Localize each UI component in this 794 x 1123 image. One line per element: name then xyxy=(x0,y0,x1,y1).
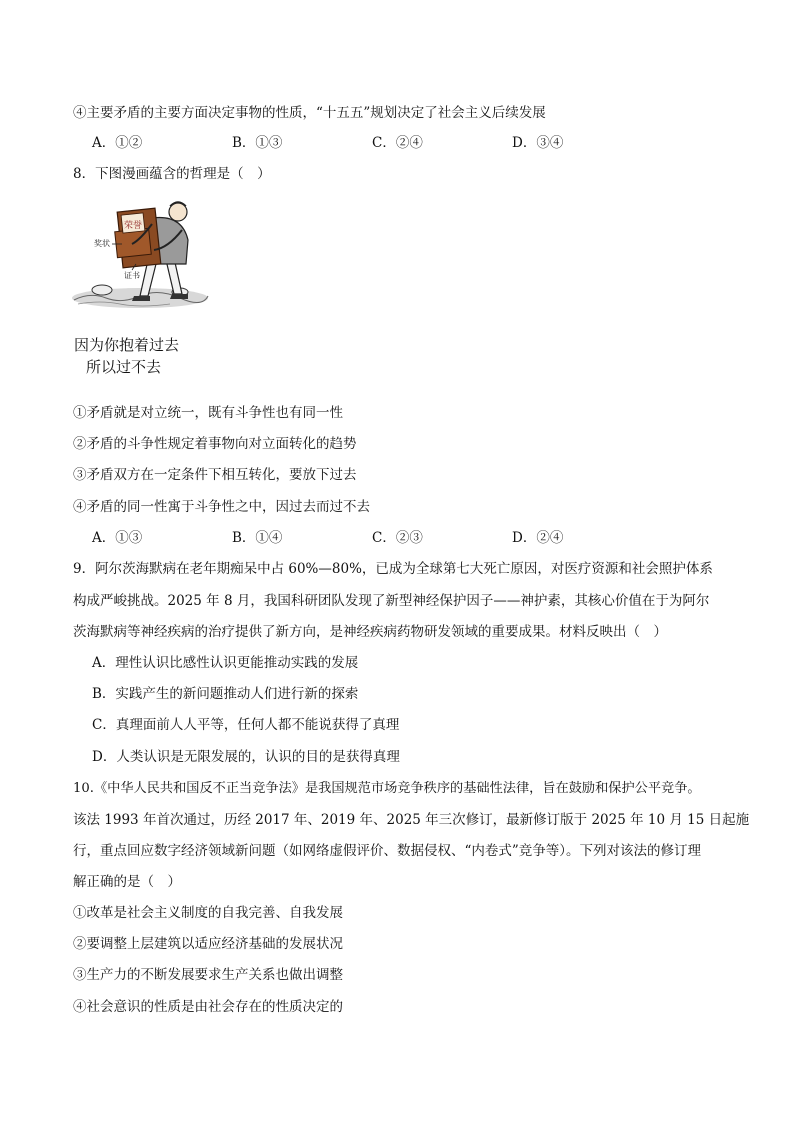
cartoon-caption-line-1: 因为你抱着过去 xyxy=(74,336,180,354)
q9-option-d[interactable]: D．人类认识是无限发展的，认识的目的是获得真理 xyxy=(92,749,400,765)
q9-stem-line-2: 构成严峻挑战。2025 年 8 月，我国科研团队发现了新型神经保护因子——神护素，其核心价值在于为阿尔 xyxy=(73,593,710,609)
q8-item-1: ①矛盾就是对立统一，既有斗争性也有同一性 xyxy=(73,405,343,421)
q9-stem-line-3: 茨海默病等神经疾病的治疗提供了新方向，是神经疾病药物研发领域的重要成果。材料反映出（ ） xyxy=(73,624,667,640)
q8-option-a[interactable]: A．①③ xyxy=(92,530,143,546)
q10-item-3: ③生产力的不断发展要求生产关系也做出调整 xyxy=(73,967,343,983)
cartoon-label-cert: 证书 xyxy=(124,271,140,280)
q8-option-b[interactable]: B．①④ xyxy=(232,530,283,546)
q8-stem: 8．下图漫画蕴含的哲理是（ ） xyxy=(73,166,271,182)
q10-stem-line-1: 10.《中华人民共和国反不正当竞争法》是我国规范市场竞争秩序的基础性法律，旨在鼓励和保护公平竞争。 xyxy=(73,781,701,796)
q7-option-d[interactable]: D．③④ xyxy=(512,135,564,151)
q10-stem-line-4: 解正确的是（ ） xyxy=(73,874,181,890)
q9-option-b[interactable]: B．实践产生的新问题推动人们进行新的探索 xyxy=(92,686,359,702)
q9-option-c[interactable]: C．真理面前人人平等，任何人都不能说获得了真理 xyxy=(92,717,400,733)
q10-item-1: ①改革是社会主义制度的自我完善、自我发展 xyxy=(73,905,343,921)
q7-option-a[interactable]: A．①② xyxy=(92,135,143,151)
q8-options xyxy=(92,529,652,547)
q9-stem-line-1: 9．阿尔茨海默病在老年期痴呆中占 60%—80%，已成为全球第七大死亡原因，对医疗资源和社会照护体系 xyxy=(73,561,713,577)
q8-option-d[interactable]: D．②④ xyxy=(512,530,564,546)
q10-stem-line-2: 该法 1993 年首次通过，历经 2017 年、2019 年、2025 年三次修订，最新修订版于 2025 年 10 月 15 日起施 xyxy=(73,812,750,828)
q10-item-2: ②要调整上层建筑以适应经济基础的发展状况 xyxy=(73,936,343,952)
q7-item-4: ④主要矛盾的主要方面决定事物的性质，“十五五”规划决定了社会主义后续发展 xyxy=(73,105,546,121)
q7-options xyxy=(92,134,652,152)
q7-option-b[interactable]: B．①③ xyxy=(232,135,283,151)
q9-option-a[interactable]: A．理性认识比感性认识更能推动实践的发展 xyxy=(92,655,359,671)
q8-item-2: ②矛盾的斗争性规定着事物向对立面转化的趋势 xyxy=(73,436,357,452)
q8-item-4: ④矛盾的同一性寓于斗争性之中，因过去而过不去 xyxy=(73,499,370,515)
cartoon-box-text: 荣誉 xyxy=(124,221,143,231)
q8-item-3: ③矛盾双方在一定条件下相互转化，要放下过去 xyxy=(73,467,357,483)
q7-option-c[interactable]: C．②④ xyxy=(372,135,423,151)
cartoon-label-award: 奖状 xyxy=(94,239,110,248)
cartoon-caption-line-2: 所以过不去 xyxy=(86,358,162,376)
q8-option-c[interactable]: C．②③ xyxy=(372,530,423,546)
cartoon-image xyxy=(70,200,212,380)
q10-item-4: ④社会意识的性质是由社会存在的性质决定的 xyxy=(73,999,343,1015)
q10-stem-line-3: 行，重点回应数字经济领域新问题（如网络虚假评价、数据侵权、“内卷式”竞争等）。下列对该法的修订理 xyxy=(73,843,702,859)
